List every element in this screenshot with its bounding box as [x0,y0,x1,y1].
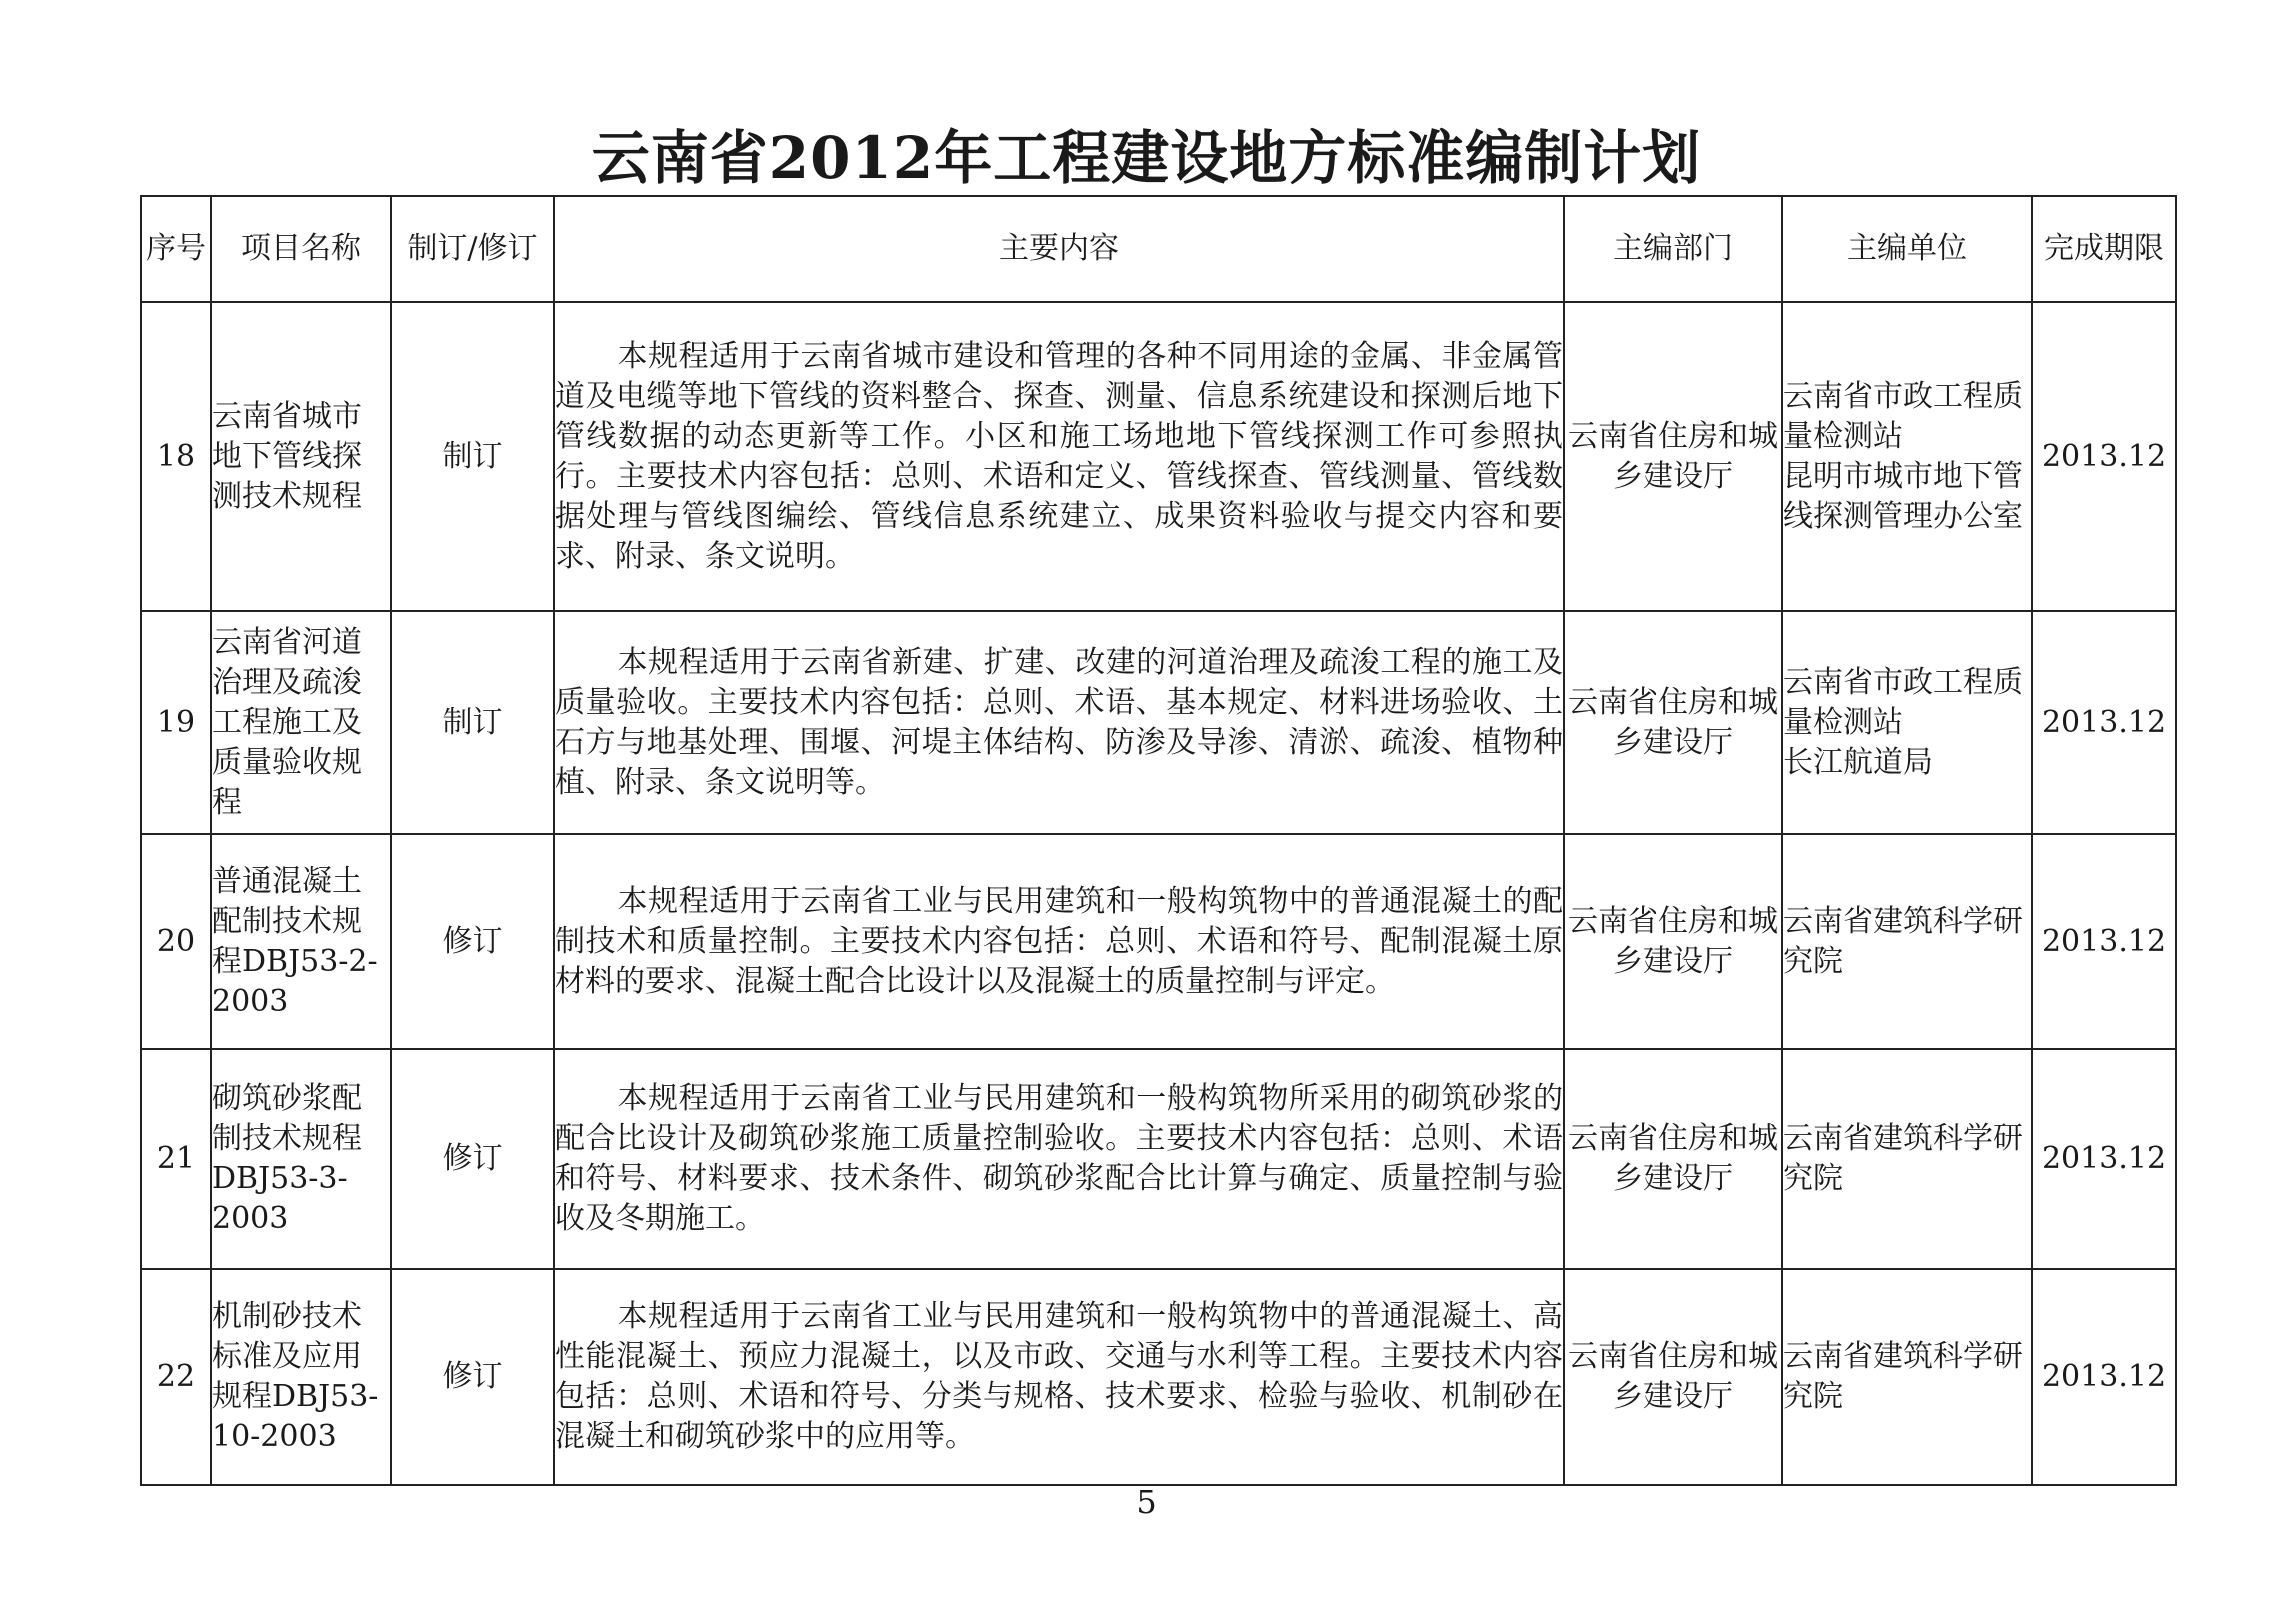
table-row [141,1049,2176,1269]
row-unit [1782,1049,2032,1269]
row-type: 制订 [391,302,554,611]
row-unit-line: 云南省建筑科学研究院 [1783,903,2023,979]
table-row [141,302,2176,611]
row-type: 修订 [391,834,554,1049]
row-unit [1782,834,2032,1049]
header-unit: 主编单位 [1782,196,2032,302]
header-index: 序号 [141,196,211,302]
row-unit [1782,1269,2032,1485]
row-unit-line: 长江航道局 [1783,744,1933,780]
row-unit-line: 昆明市城市地下管线探测管理办公室 [1783,458,2023,534]
row-name: 普通混凝土配制技术规程DBJ53-2-2003 [211,834,391,1049]
row-deadline: 2013.12 [2032,302,2176,611]
header-department: 主编部门 [1564,196,1782,302]
row-index: 19 [141,611,211,834]
row-unit [1782,611,2032,834]
row-unit-line: 云南省建筑科学研究院 [1783,1339,2023,1414]
table-row [141,1269,2176,1485]
plan-table [140,195,2177,1486]
row-content [554,302,1564,611]
row-content [554,611,1564,834]
row-department: 云南省住房和城乡建设厅 [1564,302,1782,611]
row-content-text: 本规程适用于云南省工业与民用建筑和一般构筑物中的普通混凝土的配制技术和质量控制。主要技术内容包括：总则、术语和符号、配制混凝土原材料的要求、混凝土配合比设计以及混凝土的质量控制与评定。 [555,883,1563,999]
row-department: 云南省住房和城乡建设厅 [1564,1049,1782,1269]
row-name: 云南省河道治理及疏浚工程施工及质量验收规程 [211,611,391,834]
row-deadline: 2013.12 [2032,1049,2176,1269]
row-content-text: 本规程适用于云南省工业与民用建筑和一般构筑物所采用的砌筑砂浆的配合比设计及砌筑砂浆施工质量控制验收。主要技术内容包括：总则、术语和符号、材料要求、技术条件、砌筑砂浆配合比计算与确定、质量控制与验收及冬期施工。 [555,1081,1563,1236]
row-name: 砌筑砂浆配制技术规程DBJ53-3-2003 [211,1049,391,1269]
row-name: 云南省城市地下管线探测技术规程 [211,302,391,611]
header-type: 制订/修订 [391,196,554,302]
row-index: 21 [141,1049,211,1269]
table-header-row [141,196,2176,302]
row-content [554,1049,1564,1269]
row-type: 修订 [391,1269,554,1485]
row-deadline: 2013.12 [2032,834,2176,1049]
document-title: 云南省2012年工程建设地方标准编制计划 [591,124,1702,192]
row-index: 20 [141,834,211,1049]
row-deadline: 2013.12 [2032,1269,2176,1485]
row-index: 22 [141,1269,211,1485]
header-content: 主要内容 [554,196,1564,302]
row-department: 云南省住房和城乡建设厅 [1564,834,1782,1049]
row-unit-line: 云南省市政工程质量检测站 [1783,378,2023,454]
row-content-text: 本规程适用于云南省新建、扩建、改建的河道治理及疏浚工程的施工及质量验收。主要技术内容包括：总则、术语、基本规定、材料进场验收、土石方与地基处理、围堰、河堤主体结构、防渗及导渗、清淤、疏浚、植物种植、附录、条文说明等。 [555,644,1563,800]
row-unit-line: 云南省市政工程质量检测站 [1783,664,2023,740]
row-type: 修订 [391,1049,554,1269]
row-unit-line: 云南省建筑科学研究院 [1783,1121,2023,1196]
row-department: 云南省住房和城乡建设厅 [1564,611,1782,834]
row-unit [1782,302,2032,611]
row-content-text: 本规程适用于云南省城市建设和管理的各种不同用途的金属、非金属管道及电缆等地下管线的资料整合、探查、测量、信息系统建设和探测后地下管线数据的动态更新等工作。小区和施工场地地下管线探测工作可参照执行。主要技术内容包括：总则、术语和定义、管线探查、管线测量、管线数据处理与管线图编绘、管线信息系统建立、成果资料验收与提交内容和要求、附录、条文说明。 [555,338,1563,574]
row-name: 机制砂技术标准及应用规程DBJ53-10-2003 [211,1269,391,1485]
page-number: 5 [1136,1483,1157,1521]
header-name: 项目名称 [211,196,391,302]
row-content [554,1269,1564,1485]
row-index: 18 [141,302,211,611]
table-row [141,611,2176,834]
row-content [554,834,1564,1049]
row-content-text: 本规程适用于云南省工业与民用建筑和一般构筑物中的普通混凝土、高性能混凝土、预应力混凝土，以及市政、交通与水利等工程。主要技术内容包括：总则、术语和符号、分类与规格、技术要求、检验与验收、机制砂在混凝土和砌筑砂浆中的应用等。 [555,1299,1563,1454]
table-row [141,834,2176,1049]
row-department: 云南省住房和城乡建设厅 [1564,1269,1782,1485]
header-deadline: 完成期限 [2032,196,2176,302]
row-type: 制订 [391,611,554,834]
row-deadline: 2013.12 [2032,611,2176,834]
